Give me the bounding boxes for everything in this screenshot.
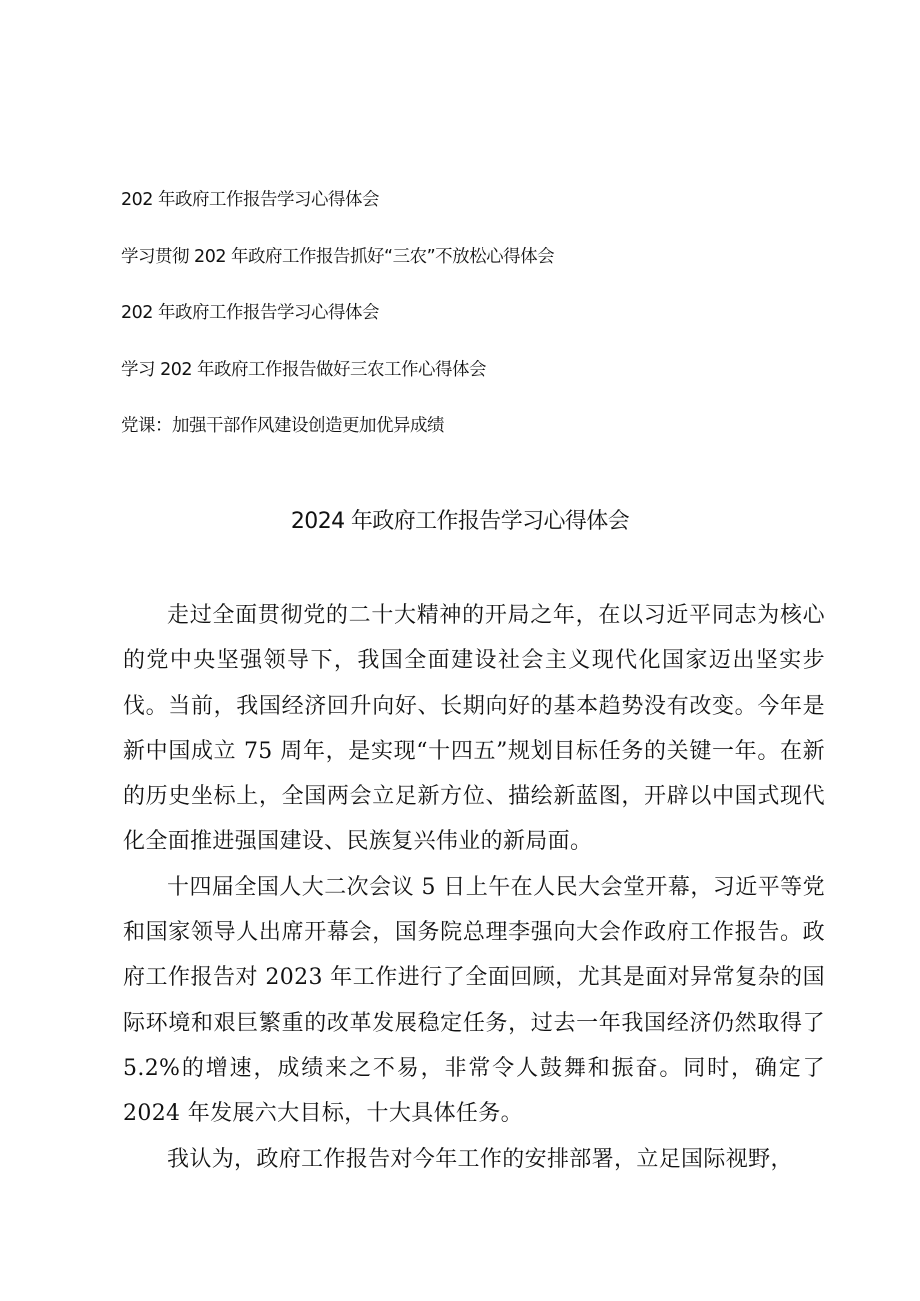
toc-item: 学习 202 年政府工作报告做好三农工作心得体会 <box>121 359 487 380</box>
article-paragraph: 走过全面贯彻党的二十大精神的开局之年，在以习近平同志为核心的党中央坚强领导下，我国全面建设社会主义现代化国家迈出坚实步伐。当前，我国经济回升向好、长期向好的基本趋势没有改变。今年是新中国成立 75 周年，是实现“十四五”规划目标任务的关键一年。在新的历史坐标上，全国两会立足新方位、描绘新蓝图，开辟以中国式现代化全面推进强国建设、民族复兴伟业的新局面。 <box>123 603 825 855</box>
article-title: 2024 年政府工作报告学习心得体会 <box>290 509 630 534</box>
article-paragraph: 十四届全国人大二次会议 5 日上午在人民大会堂开幕，习近平等党和国家领导人出席开幕会，国务院总理李强向大会作政府工作报告。政府工作报告对 2023 年工作进行了全面回顾，尤其是面对异常复杂的国际环境和艰巨繁重的改革发展稳定任务，过去一年我国经济仍然取得了 5.2%的增速，成绩来之不易，非常令人鼓舞和振奋。同时，确定了 2024 年发展六大目标，十大具体任务。 <box>123 874 825 1127</box>
toc-item: 党课：加强干部作风建设创造更加优异成绩 <box>121 416 444 436</box>
toc-item: 202 年政府工作报告学习心得体会 <box>121 190 379 210</box>
article-body <box>123 593 825 1182</box>
toc-item: 学习贯彻 202 年政府工作报告抓好“三农”不放松心得体会 <box>121 246 555 267</box>
table-of-contents <box>121 186 821 440</box>
article-paragraph: 我认为，政府工作报告对今年工作的安排部署，立足国际视野， <box>167 1146 793 1172</box>
toc-item: 202 年政府工作报告学习心得体会 <box>121 303 379 323</box>
